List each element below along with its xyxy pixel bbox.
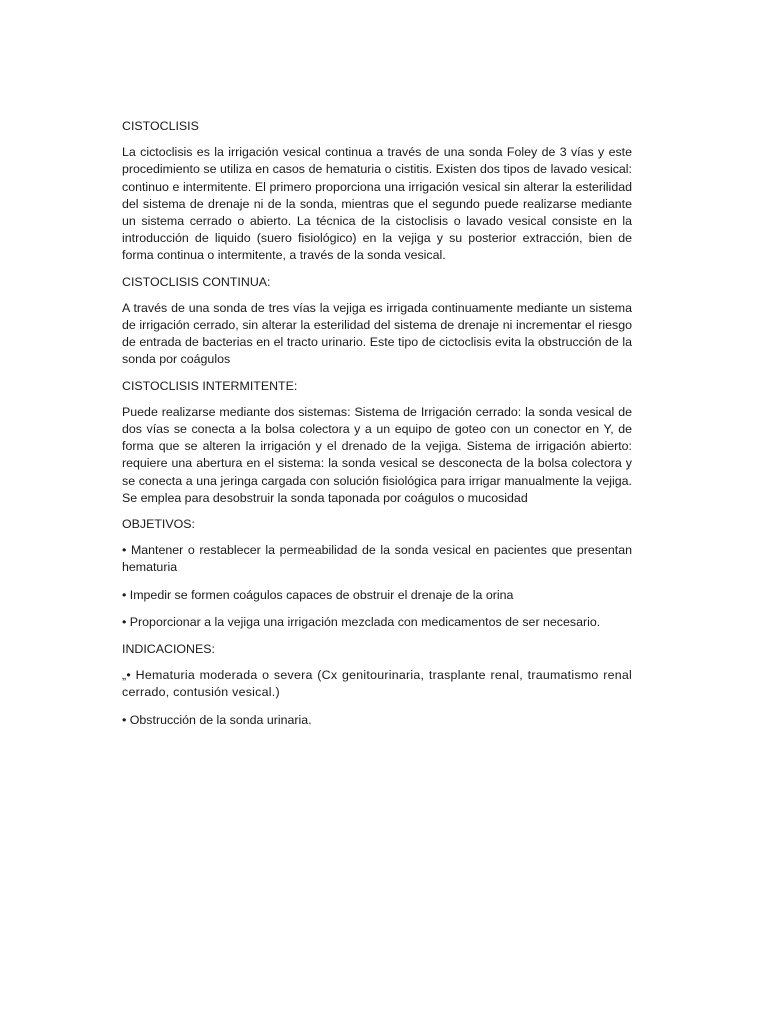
section-heading-continua: CISTOCLISIS CONTINUA: [122, 274, 271, 289]
list-item: • Obstrucción de la sonda urinaria. [122, 712, 312, 727]
list-item: „• Hematuria moderada o severa (Cx genitourinaria, trasplante renal, traumatismo renal cerrado, contusión vesical.) [122, 668, 632, 700]
list-item: • Mantener o restablecer la permeabilidad de la sonda vesical en pacientes que presentan hematuria [122, 543, 632, 575]
document-body [122, 118, 632, 739]
list-item: • Proporcionar a la vejiga una irrigación mezclada con medicamentos de ser necesario. [122, 614, 601, 629]
section-heading-intermitente: CISTOCLISIS INTERMITENTE: [122, 378, 298, 393]
section-heading-indicaciones: INDICACIONES: [122, 642, 215, 657]
section-heading-objetivos: OBJETIVOS: [122, 517, 195, 532]
list-item: • Impedir se formen coágulos capaces de obstruir el drenaje de la orina [122, 587, 514, 602]
section-heading-cistoclisis: CISTOCLISIS [122, 119, 199, 133]
paragraph-continua: A través de una sonda de tres vías la vejiga es irrigada continuamente mediante un sistema de irrigación cerrado, sin alterar la esterilidad del sistema de drenaje ni incrementar el riesgo de entrada de bacterias en el tracto urinario. Este tipo de cictoclisis evita la obstrucción de la sonda por coágulos [122, 300, 632, 367]
paragraph-intermitente: Puede realizarse mediante dos sistemas: Sistema de Irrigación cerrado: la sonda vesical de dos vías se conecta a la bolsa colectora y a un equipo de goteo con un conector en Y, de forma que se alteren la irrigación y el drenado de la vejiga. Sistema de irrigación abierto: requiere una abertura en el sistema: la sonda vesical se desconecta de la bolsa colectora y se conecta a una jeringa cargada con solución fisiológica para irrigar manualmente la vejiga. Se emplea para desobstruir la sonda taponada por coágulos o mucosidad [122, 404, 632, 505]
paragraph-intro: La cictoclisis es la irrigación vesical continua a través de una sonda Foley de 3 vías y este procedimiento se utiliza en casos de hematuria o cistitis. Existen dos tipos de lavado vesical: continuo e intermitente. El primero proporciona una irrigación vesical sin alterar la esterilidad del sistema de drenaje ni de la sonda, mientras que el segundo puede realizarse mediante un sistema cerrado o abierto. La técnica de la cistoclisis o lavado vesical consiste en la introducción de liquido (suero fisiológico) en la vejiga y su posterior extracción, bien de forma continua o intermitente, a través de la sonda vesical. [122, 145, 632, 263]
